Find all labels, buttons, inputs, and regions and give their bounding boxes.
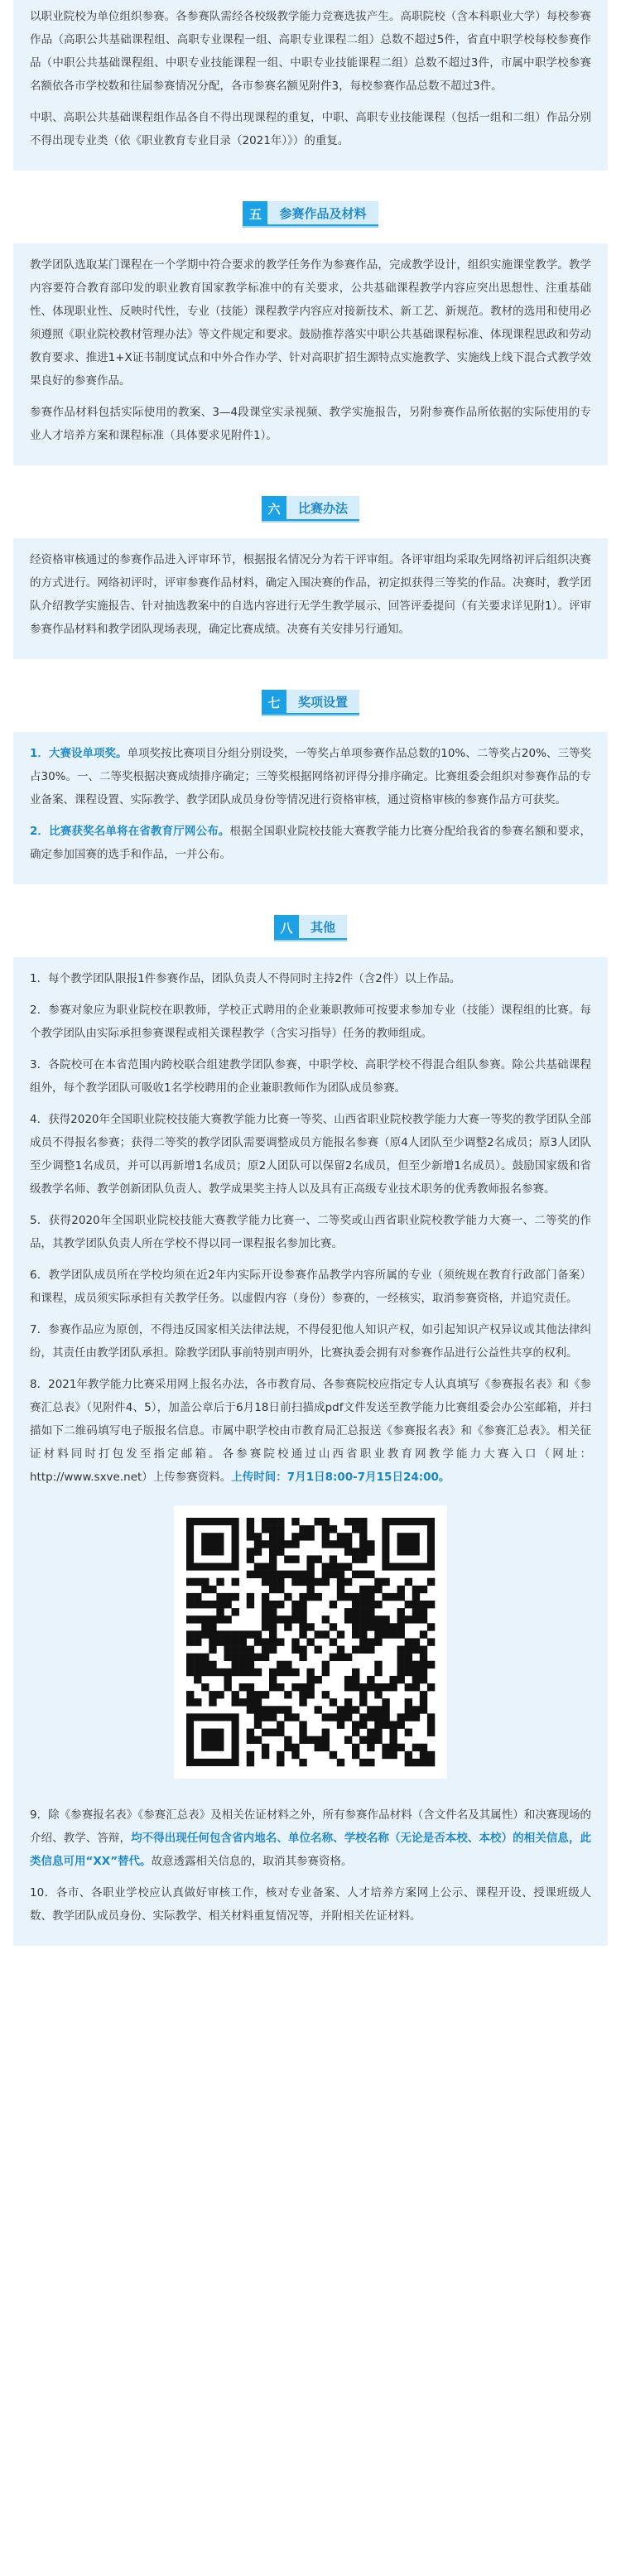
section-title: 比赛办法 (286, 496, 359, 521)
upload-time: 上传时间：7月1日8:00-7月15日24:00。 (231, 1471, 450, 1484)
highlight-text: 均不得出现任何包含省内地名、单位名称、学校名称（无论是否本校、本校）的相关信息，此类信息可用“XX”替代。 (30, 1832, 592, 1868)
section-badge (243, 201, 378, 226)
list-item: 3．各院校可在本省范围内跨校联合组建教学团队参赛，中职学校、高职学校不得混合组队参赛。除公共基础课程组外，每个教学团队可吸收1名学校聘用的企业兼职教师作为团队成员参赛。 (30, 1058, 591, 1095)
intro-paragraph: 以职业院校为单位组织参赛。各参赛队需经各校级教学能力竞赛选拔产生。高职院校（含本科职业大学）每校参赛作品（高职公共基础课程组、高职专业课程一组、高职专业课程二组）总数不超过5件，省直中职学校每校参赛作品（中职公共基础课程组、中职专业技能课程一组、中职专业技能课程二组）总数不超过3件，市属中职学校参赛名额依各市学校数和往届参赛情况分配，各市参赛名额见附件3，每校参赛作品总数不超过3件。 (30, 10, 591, 93)
section-badge (274, 915, 347, 940)
section-title: 奖项设置 (286, 690, 359, 715)
list-item (30, 1373, 591, 1489)
qr-code (174, 1505, 447, 1779)
body-text: 9．除《参赛报名表》《参赛汇总表》及相关佐证材料之外，所有参赛作品材料（含文件名及其属性）和决赛现场的介绍、教学、答辩， (30, 1808, 591, 1845)
section-paragraph: 经资格审核通过的参赛作品进入评审环节，根据报名情况分为若干评审组。各评审组均采取先网络初评后组织决赛的方式进行。网络初评时，评审参赛作品材料，确定入围决赛的作品，初定拟获得三等奖的作品。决赛时，教学团队介绍教学实施报告、针对抽选教案中的自选内容进行无学生教学展示、回答评委提问（有关要求详见附1）。评审参赛作品材料和教学团队现场表现，确定比赛成绩。决赛有关安排另行通知。 (30, 553, 591, 636)
section-badge (262, 496, 359, 521)
section-paragraph (30, 820, 591, 866)
list-item: 5．获得2020年全国职业院校技能大赛教学能力比赛一、二等奖或山西省职业院校教学能力大赛一、二等奖的作品，其教学团队负责人所在学校不得以同一课程报名参加比赛。 (30, 1214, 591, 1250)
section-card (13, 957, 608, 1946)
section-number: 五 (243, 201, 267, 226)
list-item: 10．各市、各职业学校应认真做好审核工作，核对专业备案、人才培养方案网上公示、课程开设、授课班级人数、教学团队成员身份、实际教学、相关材料重复情况等，并附相关佐证材料。 (30, 1886, 591, 1923)
section-heading (0, 898, 621, 957)
section-number: 七 (262, 690, 286, 715)
intro-paragraph: 中职、高职公共基础课程组作品各自不得出现课程的重复，中职、高职专业技能课程（包括一组和二组）作品分别不得出现专业类（依《职业教育专业目录（2021年）》）的重复。 (30, 111, 591, 147)
section-paragraph: 参赛作品材料包括实际使用的教案、3—4段课堂实录视频、教学实施报告，另附参赛作品所依据的实际使用的专业人才培养方案和课程标准（具体要求见附件1）。 (30, 406, 591, 442)
body-text: 单项奖按比赛项目分组分别设奖，一等奖占单项参赛作品总数的10%、二等奖占20%、三等奖占30%。一、二等奖根据决赛成绩排序确定；三等奖根据网络初评得分排序确定。比赛组委会组织对参赛作品的专业备案、课程设置、实际教学、教学团队成员身份等情况进行资格审核，通过资格审核的参赛作品方可获奖。 (30, 747, 592, 807)
section-title: 参赛作品及材料 (267, 201, 378, 226)
section-heading (0, 184, 621, 243)
section-card (13, 538, 608, 659)
list-item: 4．获得2020年全国职业院校技能大赛教学能力比赛一等奖、山西省职业院校教学能力大赛一等奖的教学团队全部成员不得报名参赛；获得二等奖的教学团队需要调整成员方能报名参赛（原4人团队至少调整2名成员；原3人团队至少调整1名成员，并可以再新增1名成员；原2人团队可以保留2名成员，但至少新增1名成员）。鼓励国家级和省级教学名师、教学创新团队负责人、教学成果奖主持人以及具有正高级专业技术职务的优秀教师报名参赛。 (30, 1113, 591, 1196)
list-item (30, 1803, 591, 1873)
section-title: 其他 (299, 915, 347, 940)
section-number: 六 (262, 496, 286, 521)
qr-code-icon (174, 1505, 447, 1779)
section-card (13, 243, 608, 465)
section-paragraph: 教学团队选取某门课程在一个学期中符合要求的教学任务作为参赛作品，完成教学设计，组织实施课堂教学。教学内容要符合教育部印发的职业教育国家教学标准中的有关要求，公共基础课程教学内容应突出思想性、注重基础性、体现职业性、反映时代性，专业（技能）课程教学内容应对接新技术、新工艺、新规范。教材的选用和使用必须遵照《职业院校教材管理办法》等文件规定和要求。鼓励推荐落实中职公共基础课程标准、体现课程思政和劳动教育要求、推进1+X证书制度试点和中外合作办学、针对高职扩招生源特点实施教学、实施线上线下混合式教学效果良好的参赛作品。 (30, 258, 591, 388)
section-card (13, 732, 608, 884)
highlight-text: 1．大赛设单项奖。 (30, 747, 128, 760)
list-item: 6．教学团队成员所在学校均须在近2年内实际开设参赛作品教学内容所属的专业（须统规在教育行政部门备案）和课程，成员须实际承担有关教学任务。以虚假内容（身份）参赛的，一经核实，取消参赛资格，并追究责任。 (30, 1269, 591, 1305)
section-badge (262, 690, 359, 715)
intro-card (13, 0, 608, 171)
section-number: 八 (274, 915, 299, 940)
section-heading (0, 672, 621, 732)
body-text: 根据全国职业院校技能大赛教学能力比赛分配给我省的参赛名额和要求，确定参加国赛的选手和作品，一并公布。 (30, 825, 591, 861)
section-paragraph (30, 742, 591, 811)
body-text: 8．2021年教学能力比赛采用网上报名办法，各市教育局、各参赛院校应指定专人认真填写《参赛报名表》和《参赛汇总表》（见附件4、5），加盖公章后于6月18日前扫描成pdf文件发送至教学能力比赛组委会办公室邮箱，并扫描如下二维码填写电子版报名信息。市属中职学校由市教育局汇总报送《参赛报名表》和《参赛汇总表》。相关征证材料同时打包发至指定邮箱。各参赛院校通过山西省职业教育网教学能力大赛入口（网址：http://www.sxve.net）上传参赛资料。 (30, 1378, 591, 1484)
section-heading (0, 479, 621, 538)
list-item: 1．每个教学团队限报1件参赛作品，团队负责人不得同时主持2件（含2件）以上作品。 (30, 972, 461, 985)
list-item: 7．参赛作品应为原创，不得违反国家相关法律法规，不得侵犯他人知识产权，如引起知识产权异议或其他法律纠纷，其责任由教学团队承担。除教学团队事前特别声明外，比赛执委会拥有对参赛作品进行公益性共享的权利。 (30, 1323, 591, 1360)
highlight-text: 2．比赛获奖名单将在省教育厅网公布。 (30, 825, 230, 838)
list-item: 2．参赛对象应为职业院校在职教师，学校正式聘用的企业兼职教师可按要求参加专业（技能）课程组的比赛。每个教学团队由实际承担参赛课程或相关课程教学（含实习指导）任务的教师组成。 (30, 1004, 591, 1040)
body-text: 故意透露相关信息的，取消其参赛资格。 (151, 1855, 353, 1868)
